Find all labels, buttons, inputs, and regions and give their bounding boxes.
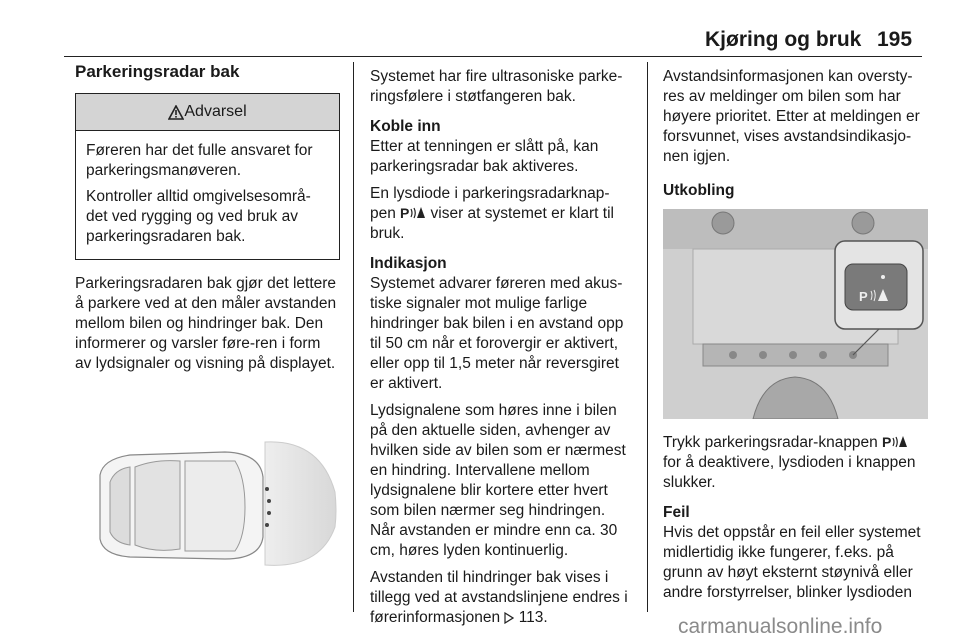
column-1 (75, 62, 340, 607)
page-reference-icon (504, 612, 514, 624)
car-top-view-image (75, 397, 340, 607)
heading-koble-inn: Koble inn (370, 118, 441, 135)
svg-text:P: P (859, 289, 868, 304)
led-text-b: viser at systemet er klart til bruk. (370, 205, 614, 242)
watermark: carmanualsonline.info (678, 615, 883, 638)
sensor-paragraph: Systemet har fire ultrasoniske parke-ringsfølere i støtfangeren bak. (370, 68, 623, 105)
column-3 (663, 67, 928, 610)
distance-paragraph (370, 568, 632, 628)
warning-body (76, 131, 339, 259)
warning-box (75, 93, 340, 260)
warning-header (76, 94, 339, 131)
column-divider-2 (647, 62, 648, 612)
park-assist-icon (400, 205, 426, 220)
warning-triangle-icon (168, 105, 184, 120)
warning-text-2: Kontroller alltid omgivelsesområ-det ved rygging og ved bruk av parkeringsradaren bak. (86, 188, 311, 245)
page-header (0, 0, 960, 60)
sound-paragraph: Lydsignalene som høres inne i bilen på den aktuelle siden, avhenger av hvilken side av bilen som er nærmest en hindring. Intervallene mellom lydsignalene blir kortere etter hvert som bilen nærmer seg hindringen. Når avstanden er mindre enn ca. 30 cm, høres lyden kontinuerlig. (370, 402, 626, 559)
activate-paragraph: Etter at tenningen er slått på, kan parkeringsradar bak aktiveres. (370, 138, 599, 175)
led-paragraph (370, 184, 632, 244)
column-divider-1 (353, 62, 354, 612)
deactivate-text-a: Trykk parkeringsradar-knappen (663, 434, 878, 451)
warning-title: Advarsel (184, 103, 247, 120)
console-button-illustration (663, 209, 928, 419)
svg-text:P: P (400, 205, 410, 220)
center-console-image (663, 209, 928, 419)
led-text-a: En lysdiode i parkeringsradarknap-pen (370, 185, 610, 222)
heading-feil: Feil (663, 504, 690, 521)
error-paragraph: Hvis det oppstår en feil eller systemet midlertidig ikke fungerer, f.eks. på grunn av høyt eksternt støynivå eller andre forstyrrelser, blinker lysdioden (663, 524, 921, 601)
distance-page-ref[interactable]: 113. (518, 609, 548, 626)
distance-text: Avstanden til hindringer bak vises i tillegg ved at avstandslinjene endres i førerinformasjonen (370, 569, 628, 626)
intro-paragraph: Parkeringsradaren bak gjør det lettere å parkere ved at den måler avstanden mellom bilen og hindringer bak. Den informerer og varsler føre-ren i form av lydsignaler og visning på displayet. (75, 275, 337, 372)
header-rule (64, 56, 922, 57)
indication-paragraph: Systemet advarer føreren med akus-tiske signaler mot mulige farlige hindringer bak bilen i en avstand opp til 50 cm når et forovergir er aktivert, eller opp til 1,5 meter når reversgiret er aktivert. (370, 275, 624, 392)
section-title: Kjøring og bruk (705, 28, 862, 51)
warning-text-1: Føreren har det fulle ansvaret for parkeringsmanøveren. (86, 142, 313, 179)
heading-utkobling: Utkobling (663, 182, 735, 199)
deactivate-text-b: for å deaktivere, lysdioden i knappen slukker. (663, 454, 916, 491)
priority-paragraph: Avstandsinformasjonen kan oversty-res av meldinger om bilen som har høyere prioritet. Etter at meldingen er forsvunnet, vises avstandsindikasjo-nen igjen. (663, 68, 920, 165)
park-assist-icon (882, 434, 908, 449)
column-2 (370, 67, 632, 635)
car-sensor-illustration (75, 397, 340, 607)
deactivate-paragraph (663, 433, 928, 493)
heading-indikasjon: Indikasjon (370, 255, 447, 272)
section-heading: Parkeringsradar bak (75, 62, 240, 81)
page-number: 195 (877, 28, 913, 51)
svg-text:P: P (882, 434, 892, 449)
